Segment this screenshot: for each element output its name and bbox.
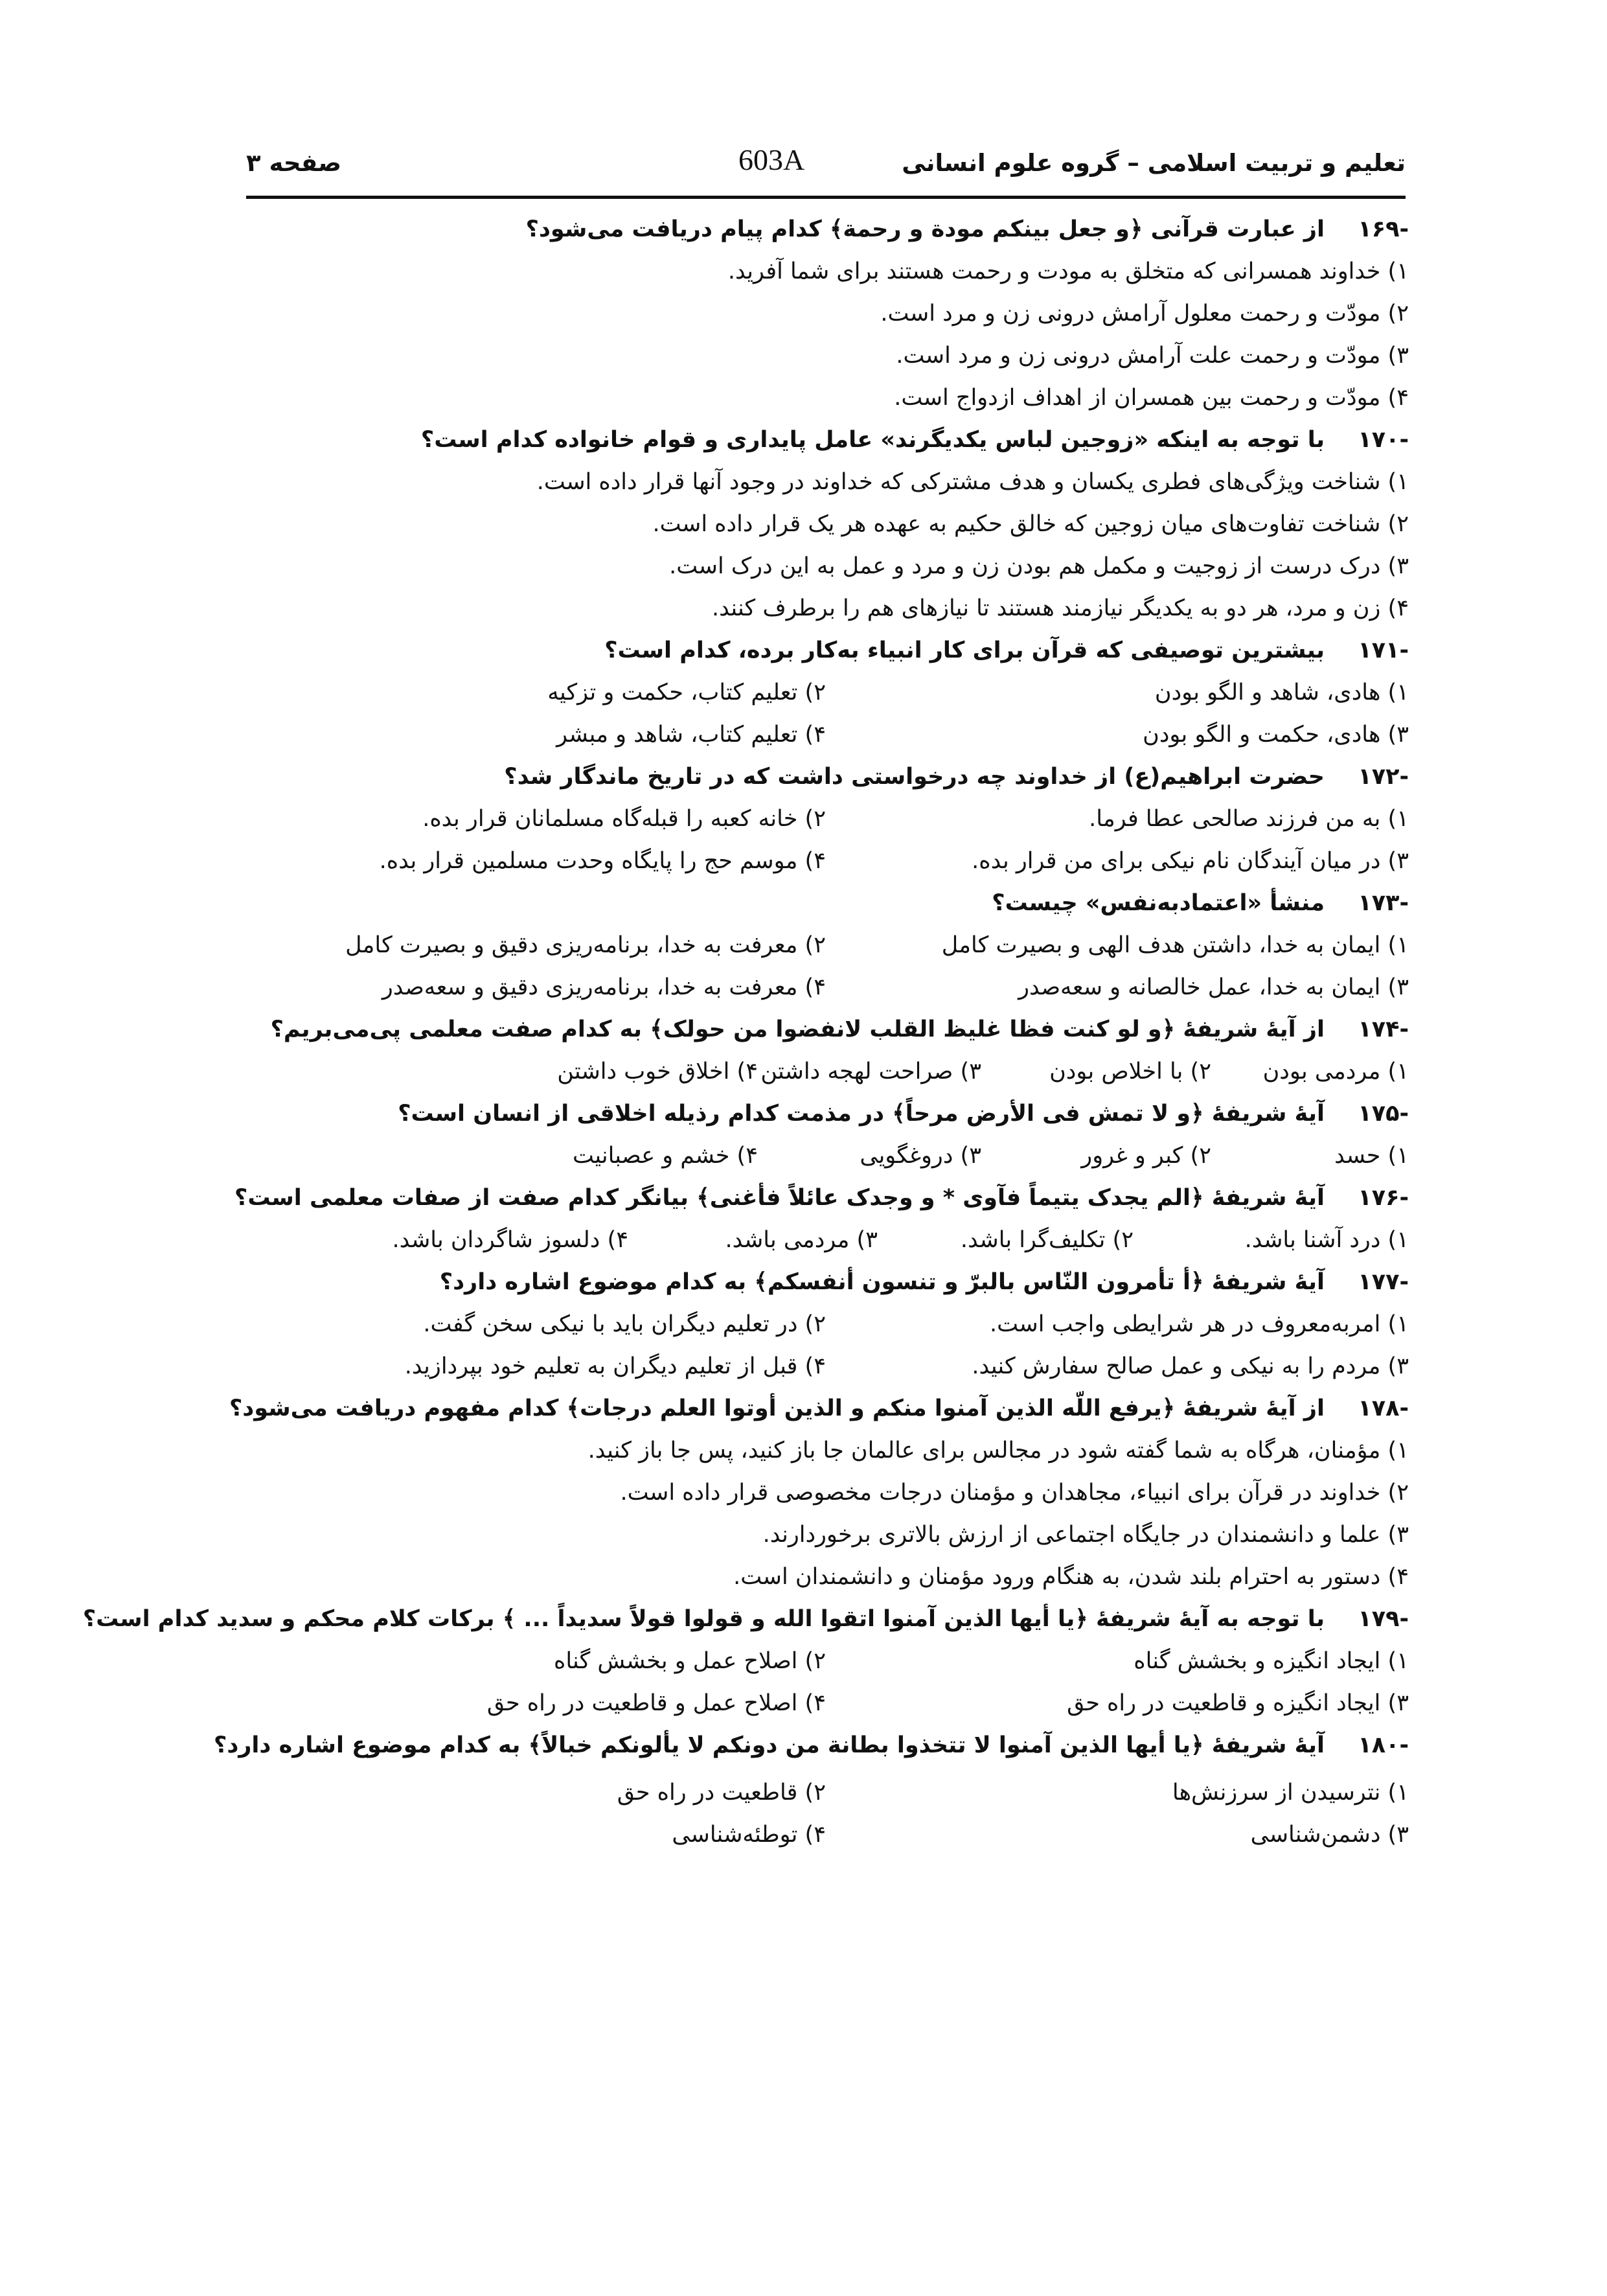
option-1[interactable]: ۱) ایمان به خدا، داشتن هدف الهی و بصیرت کامل	[941, 932, 1409, 958]
option-1[interactable]: ۱) به من فرزند صالحی عطا فرما.	[1089, 806, 1409, 832]
options-list	[233, 1135, 1409, 1177]
option-2[interactable]: ۲) خانه کعبه را قبله‌گاه مسلمانان قرار بده.	[422, 806, 826, 832]
option-4[interactable]: ۴) خشم و عصبانیت	[572, 1143, 758, 1169]
option-2[interactable]: ۲) اصلاح عمل و بخشش گناه	[554, 1648, 826, 1674]
option-4[interactable]: ۴) توطئه‌شناسی	[672, 1822, 826, 1848]
question-number: -۱۷۳	[1358, 890, 1409, 916]
option-2[interactable]: ۲) در تعلیم دیگران باید با نیکی سخن گفت.	[423, 1311, 826, 1337]
option-2[interactable]: ۲) قاطعیت در راه حق	[617, 1780, 826, 1806]
question-text: از آیهٔ شریفهٔ ﴿و لو کنت فظا غلیظ القلب لانفضوا من حولک﴾ به کدام صفت معلمی پی‌می‌بریم؟	[270, 1016, 1325, 1042]
option-3[interactable]: ۳) در میان آیندگان نام نیکی برای من قرار بده.	[972, 848, 1409, 874]
question-179	[82, 1598, 1409, 1725]
option-3[interactable]: ۳) دروغگویی	[860, 1143, 981, 1169]
options-list	[233, 1430, 1409, 1598]
question-text: از آیهٔ شریفهٔ ﴿یرفع اللّه الذین آمنوا منکم و الذین أوتوا العلم درجات﴾ کدام مفهوم دریافت می‌شود؟	[229, 1395, 1325, 1421]
question-173	[233, 882, 1409, 1009]
question-stem	[233, 1261, 1409, 1303]
question-number: -۱۷۹	[1358, 1606, 1409, 1632]
question-text: آیهٔ شریفهٔ ﴿یا أیها الذین آمنوا لا تتخذوا بطانة من دونکم لا یألونکم خبالاً﴾ به کدام موضوع اشاره دارد؟	[214, 1732, 1325, 1758]
question-text: با توجه به اینکه «زوجین لباس یکدیگرند» عامل پایداری و قوام خانواده کدام است؟	[420, 427, 1325, 453]
option-3[interactable]: ۳) مردم را به نیکی و عمل صالح سفارش کنید.	[972, 1353, 1409, 1379]
question-stem	[233, 419, 1409, 461]
option-4[interactable]: ۴) موسم حج را پایگاه وحدت مسلمین قرار بده.	[379, 848, 826, 874]
question-174	[233, 1009, 1409, 1093]
booklet-code: 603A	[738, 143, 805, 176]
question-stem	[233, 630, 1409, 672]
option-4[interactable]: ۴) تعلیم کتاب، شاهد و مبشر	[556, 722, 826, 748]
option-3[interactable]: ۳) درک درست از زوجیت و مکمل هم بودن زن و مرد و عمل به این درک است.	[669, 553, 1409, 579]
question-stem	[233, 882, 1409, 924]
question-169	[233, 209, 1409, 419]
question-number: -۱۷۵	[1358, 1101, 1409, 1127]
option-2[interactable]: ۲) با اخلاص بودن	[1049, 1059, 1211, 1085]
question-stem	[214, 1725, 1409, 1767]
question-number: -۱۸۰	[1358, 1732, 1409, 1758]
option-1[interactable]: ۱) مؤمنان، هرگاه به شما گفته شود در مجالس برای عالمان جا باز کنید، پس جا باز کنید.	[587, 1438, 1409, 1464]
question-number: -۱۷۰	[1358, 427, 1409, 453]
option-3[interactable]: ۳) مودّت و رحمت علت آرامش درونی زن و مرد است.	[896, 343, 1409, 369]
options-list	[233, 672, 1409, 756]
question-number: -۱۶۹	[1358, 216, 1409, 242]
question-stem	[233, 1009, 1409, 1051]
page-number: صفحه ۳	[246, 149, 341, 177]
options-list	[233, 924, 1409, 1009]
option-3[interactable]: ۳) ایجاد انگیزه و قاطعیت در راه حق	[1067, 1690, 1409, 1716]
option-4[interactable]: ۴) معرفت به خدا، برنامه‌ریزی دقیق و سعه‌صدر	[382, 974, 826, 1000]
option-2[interactable]: ۲) تکلیف‌گرا باشد.	[960, 1227, 1134, 1253]
question-stem	[233, 1093, 1409, 1135]
question-number: -۱۷۴	[1358, 1016, 1409, 1042]
header-title: تعلیم و تربیت اسلامی – گروه علوم انسانی	[902, 149, 1406, 177]
question-number: -۱۷۱	[1358, 637, 1409, 663]
option-4[interactable]: ۴) اصلاح عمل و قاطعیت در راه حق	[486, 1690, 826, 1716]
option-2[interactable]: ۲) خداوند در قرآن برای انبیاء، مجاهدان و مؤمنان درجات مخصوصی قرار داده است.	[620, 1480, 1409, 1506]
option-3[interactable]: ۳) صراحت لهجه داشتن	[760, 1059, 981, 1085]
options-list	[233, 1051, 1409, 1093]
option-3[interactable]: ۳) مردمی باشد.	[725, 1227, 878, 1253]
option-2[interactable]: ۲) شناخت تفاوت‌های میان زوجین که خالق حکیم به عهده هر یک قرار داده است.	[652, 511, 1409, 537]
question-text: منشأ «اعتمادبه‌نفس» چیست؟	[992, 890, 1325, 916]
options-list	[233, 1303, 1409, 1388]
option-4[interactable]: ۴) دستور به احترام بلند شدن، به هنگام ورود مؤمنان و دانشمندان است.	[733, 1564, 1409, 1590]
option-2[interactable]: ۲) تعلیم کتاب، حکمت و تزکیه	[547, 680, 826, 706]
option-1[interactable]: ۱) نترسیدن از سرزنش‌ها	[1172, 1780, 1409, 1806]
question-text: آیهٔ شریفهٔ ﴿الم یجدک یتیماً فآوی * و وجدک عائلاً فأغنی﴾ بیانگر کدام صفت از صفات معلمی است؟	[234, 1185, 1325, 1211]
options-list	[233, 798, 1409, 882]
option-1[interactable]: ۱) ایجاد انگیزه و بخشش گناه	[1134, 1648, 1409, 1674]
question-text: آیهٔ شریفهٔ ﴿و لا تمش فی الأرض مرحاً﴾ در مذمت کدام رذیله اخلاقی از انسان است؟	[398, 1101, 1325, 1127]
option-1[interactable]: ۱) شناخت ویژگی‌های فطری یکسان و هدف مشترکی که خداوند در وجود آنها قرار داده است.	[536, 469, 1409, 495]
question-177	[233, 1261, 1409, 1388]
question-text: آیهٔ شریفهٔ ﴿أ تأمرون النّاس بالبرّ و تنسون أنفسکم﴾ به کدام موضوع اشاره دارد؟	[439, 1269, 1325, 1295]
question-stem	[233, 756, 1409, 798]
page-header	[246, 136, 1406, 207]
options-list	[233, 1640, 1409, 1725]
option-2[interactable]: ۲) کبر و غرور	[1081, 1143, 1211, 1169]
question-number: -۱۷۲	[1358, 764, 1409, 790]
option-1[interactable]: ۱) درد آشنا باشد.	[1244, 1227, 1409, 1253]
options-list	[233, 1219, 1409, 1261]
question-text: با توجه به آیهٔ شریفهٔ ﴿یا أیها الذین آمنوا اتقوا الله و قولوا قولاً سدیداً ... ﴾ برکات کلام محکم و سدید کدام است؟	[82, 1606, 1325, 1632]
options-list	[233, 251, 1409, 419]
question-stem	[233, 209, 1409, 251]
option-3[interactable]: ۳) علما و دانشمندان در جایگاه اجتماعی از ارزش بالاتری برخوردارند.	[762, 1522, 1409, 1548]
option-1[interactable]: ۱) امربه‌معروف در هر شرایطی واجب است.	[989, 1311, 1409, 1337]
question-number: -۱۷۷	[1358, 1269, 1409, 1295]
option-3[interactable]: ۳) ایمان به خدا، عمل خالصانه و سعه‌صدر	[1018, 974, 1409, 1000]
option-4[interactable]: ۴) اخلاق خوب داشتن	[557, 1059, 758, 1085]
question-180	[214, 1725, 1409, 1856]
question-text: از عبارت قرآنی ﴿و جعل بینکم مودة و رحمة﴾ کدام پیام دریافت می‌شود؟	[525, 216, 1325, 242]
option-1[interactable]: ۱) هادی، شاهد و الگو بودن	[1154, 680, 1409, 706]
question-172	[233, 756, 1409, 882]
question-178	[229, 1388, 1409, 1598]
option-1[interactable]: ۱) مردمی بودن	[1262, 1059, 1409, 1085]
option-3[interactable]: ۳) هادی، حکمت و الگو بودن	[1143, 722, 1409, 748]
header-divider	[246, 196, 1406, 199]
question-stem	[233, 1177, 1409, 1219]
option-1[interactable]: ۱) خداوند همسرانی که متخلق به مودت و رحمت هستند برای شما آفرید.	[727, 258, 1409, 284]
option-4[interactable]: ۴) دلسوز شاگردان باشد.	[392, 1227, 628, 1253]
question-171	[233, 630, 1409, 756]
question-170	[233, 419, 1409, 630]
option-4[interactable]: ۴) قبل از تعلیم دیگران به تعلیم خود بپردازید.	[404, 1353, 826, 1379]
question-number: -۱۷۶	[1358, 1185, 1409, 1211]
question-stem	[229, 1388, 1409, 1430]
question-number: -۱۷۸	[1358, 1395, 1409, 1421]
option-4[interactable]: ۴) مودّت و رحمت بین همسران از اهداف ازدواج است.	[894, 385, 1409, 411]
question-176	[233, 1177, 1409, 1261]
option-3[interactable]: ۳) دشمن‌شناسی	[1250, 1822, 1409, 1848]
question-list	[82, 209, 1409, 1856]
option-1[interactable]: ۱) حسد	[1334, 1143, 1409, 1169]
options-list	[233, 1772, 1409, 1856]
option-4[interactable]: ۴) زن و مرد، هر دو به یکدیگر نیازمند هستند تا نیازهای هم را برطرف کنند.	[711, 595, 1409, 621]
question-stem	[82, 1598, 1409, 1640]
question-text: حضرت ابراهیم(ع) از خداوند چه درخواستی داشت که در تاریخ ماندگار شد؟	[504, 764, 1325, 790]
option-2[interactable]: ۲) معرفت به خدا، برنامه‌ریزی دقیق و بصیرت کامل	[345, 932, 826, 958]
question-175	[233, 1093, 1409, 1177]
question-text: بیشترین توصیفی که قرآن برای کار انبیاء به‌کار برده، کدام است؟	[604, 637, 1325, 663]
option-2[interactable]: ۲) مودّت و رحمت معلول آرامش درونی زن و مرد است.	[880, 301, 1409, 327]
options-list	[233, 461, 1409, 630]
